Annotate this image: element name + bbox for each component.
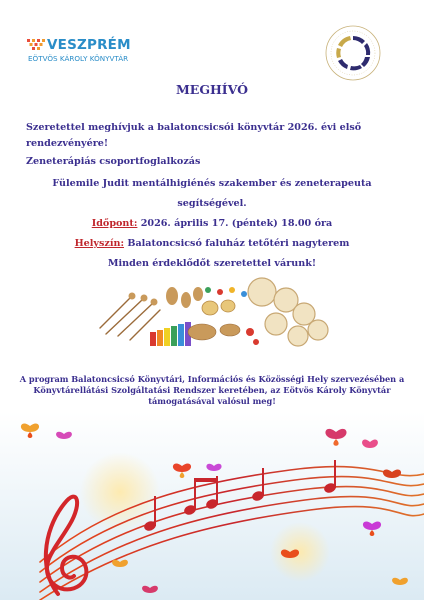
host-line-2: segítségével.: [177, 198, 247, 209]
welcome-text: Minden érdeklődőt szeretettel várunk!: [107, 258, 317, 269]
event-name: Zeneterápiás csoportfoglalkozás: [26, 156, 201, 167]
place-label: Helyszín:: [74, 238, 124, 249]
crown-icon: [27, 39, 45, 51]
instruments-image: [90, 270, 336, 360]
logo-subtitle: EÖTVÖS KÁROLY KÖNYVTÁR: [28, 54, 129, 63]
footer-line-2: Könyvtárellátási Szolgáltatási Rendszer keretében, az Eötvös Károly Könyvtár: [33, 385, 391, 395]
invite-line-2: rendezvényére!: [26, 138, 109, 149]
footer-line-3: támogatásával valósul meg!: [148, 396, 276, 406]
seal-icon: [324, 24, 382, 82]
time-value: 2026. április 17. (péntek) 18.00 óra: [137, 218, 333, 229]
invite-line-1: Szeretettel meghívjuk a balatoncsicsói könyvtár 2026. évi első: [26, 122, 362, 133]
event-place: [0, 238, 424, 250]
page-title: MEGHÍVÓ: [175, 82, 249, 97]
event-time: [0, 218, 424, 230]
logo-name: VESZPRÉM: [47, 37, 131, 53]
footer-line-1: A program Balatoncsicsó Könyvtári, Információs és Közösségi Hely szervezésében a: [19, 374, 405, 384]
music-decoration: [0, 412, 424, 600]
host-line-1: Fülemile Judit mentálhigiénés szakember és zeneterapeuta: [52, 178, 372, 189]
time-label: Időpont:: [91, 218, 138, 229]
library-logo: [27, 38, 147, 68]
place-value: Balatoncsicsó faluház tetőtéri nagyterem: [124, 238, 350, 249]
